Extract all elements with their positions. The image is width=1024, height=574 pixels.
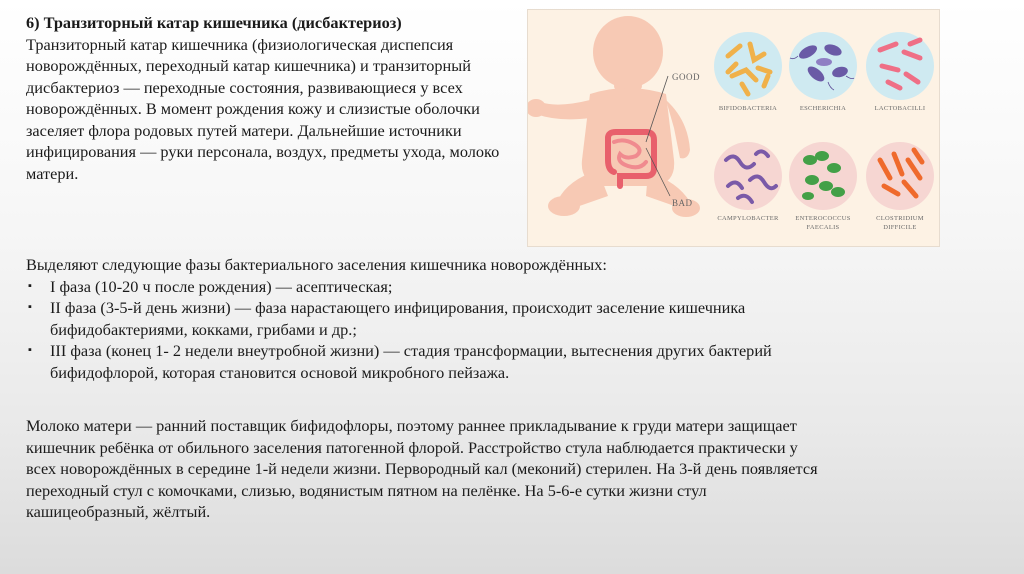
text-line: кашицеобразный, жёлтый.	[26, 502, 211, 521]
bacteria-label-line2: FAECALIS	[806, 224, 840, 231]
intro-section	[26, 12, 506, 184]
bacteria-label-line2: DIFFICILE	[883, 224, 917, 231]
bacteria-label: ESCHERICHIA	[799, 105, 847, 112]
gut-bacteria-illustration	[527, 9, 940, 247]
bacteria-bifidobacteria	[714, 32, 782, 112]
list-item	[26, 276, 986, 298]
bacteria-enterococcus	[789, 142, 857, 231]
bacteria-campylobacter	[714, 142, 782, 222]
list-item	[26, 340, 986, 383]
bacteria-escherichia	[789, 32, 857, 112]
illustration-svg	[528, 10, 939, 246]
phase-text-line2: бифидофлорой, которая становится основой микробного пейзажа.	[50, 362, 510, 382]
text-line: Молоко матери — ранний поставщик бифидофлоры, поэтому раннее прикладывание к груди матери защищает	[26, 416, 797, 435]
good-label: GOOD	[672, 72, 700, 82]
bacteria-clostridium	[866, 142, 934, 231]
phases-heading: Выделяют следующие фазы бактериального заселения кишечника новорождённых:	[26, 255, 607, 274]
phases-section	[26, 254, 986, 383]
bacteria-label: BIFIDOBACTERIA	[718, 105, 778, 112]
phase-text: I фаза (10-20 ч после рождения) — асептическая;	[50, 276, 393, 296]
intro-paragraph: Транзиторный катар кишечника (физиологическая диспепсия новорождённых, переходный катар кишечника) и транзиторный дисбактериоз — переходные состояния, развивающиеся у всех новорождённых. В момент рождения кожу и слизистые оболочки заселяет флора родовых путей матери. Дальнейшие источники инфицирования — руки персонала, воздух, предметы ухода, молоко матери.	[26, 34, 500, 183]
bacteria-label: CAMPYLOBACTER	[717, 215, 779, 222]
bullet-marker: ▪	[28, 301, 32, 313]
bullet-marker: ▪	[28, 279, 32, 292]
bacteria-label: LACTOBACILLI	[874, 105, 926, 112]
section-title: 6) Транзиторный катар кишечника (дисбактериоз)	[26, 13, 402, 32]
bacteria-label-line1: ENTEROCOCCUS	[795, 215, 851, 222]
phase-text-line2: бифидобактериями, кокками, грибами и др.;	[50, 319, 357, 339]
breast-milk-paragraph	[26, 415, 986, 523]
baby-figure	[528, 16, 700, 217]
bullet-marker: ▪	[28, 344, 32, 356]
text-line: переходный стул с комочками, слизью, водянистым пятном на пелёнке. На 5-6-е сутки жизни стул	[26, 480, 707, 500]
bacteria-lactobacilli	[866, 32, 934, 112]
text-line: кишечник ребёнка от обильного заселения патогенной флорой. Расстройство стула наблюдается практически у	[26, 437, 798, 457]
list-item	[26, 297, 986, 340]
text-line: всех новорождённых в середине 1-й недели жизни. Первородный кал (меконий) стерилен. На 3-й день появляется	[26, 459, 818, 478]
phase-text-line1: III фаза (конец 1- 2 недели внеутробной жизни) — стадия трансформации, вытеснения других бактерий	[50, 341, 772, 360]
phase-text-line1: II фаза (3-5-й день жизни) — фаза нарастающего инфицирования, происходит заселение кишечника	[50, 298, 746, 317]
bad-label: BAD	[672, 198, 693, 208]
phases-list	[26, 276, 986, 384]
bacteria-label-line1: CLOSTRIDIUM	[876, 215, 924, 222]
